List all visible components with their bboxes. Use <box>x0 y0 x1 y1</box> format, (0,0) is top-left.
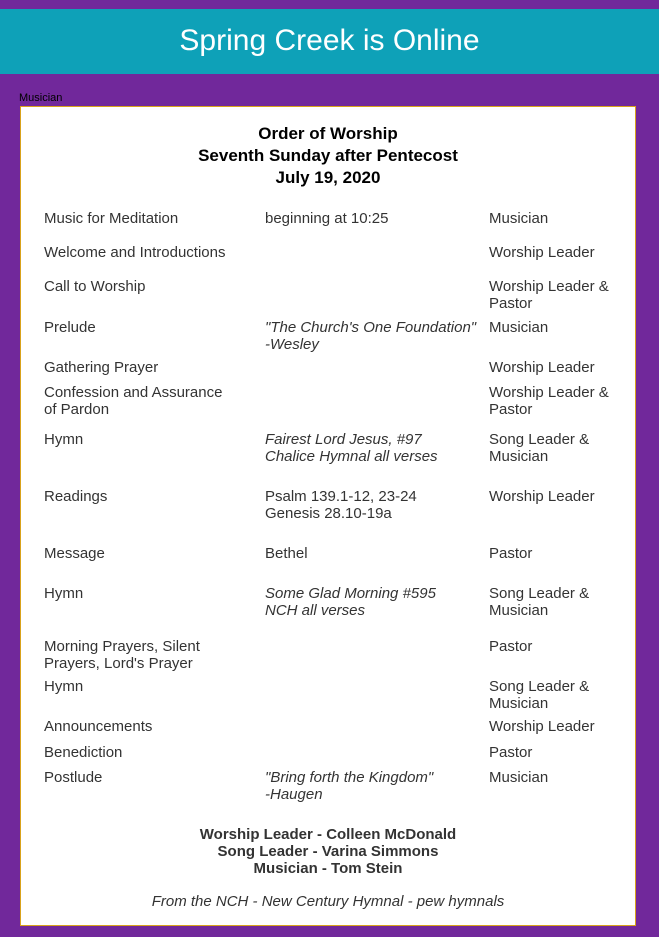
service-item: Postlude <box>44 769 103 786</box>
service-leader: Worship Leader <box>489 244 595 261</box>
service-leader: Song Leader & Musician <box>489 585 590 619</box>
service-item: Hymn <box>44 678 84 695</box>
service-item: Announcements <box>44 718 153 735</box>
service-leader: Pastor <box>489 744 533 761</box>
bulletin-date: July 19, 2020 <box>275 168 381 187</box>
service-leader: Musician <box>489 319 549 336</box>
credit-musician: Musician - Tom Stein <box>253 860 403 877</box>
order-of-worship-card <box>20 106 636 926</box>
service-item: Message <box>44 545 105 562</box>
service-detail: Psalm 139.1-12, 23-24 Genesis 28.10-19a <box>265 488 417 522</box>
service-leader: Musician <box>489 210 549 227</box>
credit-song-leader: Song Leader - Varina Simmons <box>217 843 439 860</box>
service-item: Hymn <box>44 431 84 448</box>
service-item: Hymn <box>44 585 84 602</box>
service-item: Gathering Prayer <box>44 359 159 376</box>
service-detail: Fairest Lord Jesus, #97 Chalice Hymnal all verses <box>265 431 438 465</box>
service-leader: Pastor <box>489 545 533 562</box>
service-item: Morning Prayers, Silent Prayers, Lord's Prayer <box>44 638 200 672</box>
service-leader: Worship Leader <box>489 359 595 376</box>
service-detail: "The Church's One Foundation" -Wesley <box>265 319 477 353</box>
service-item: Music for Meditation <box>44 210 179 227</box>
service-detail: beginning at 10:25 <box>265 210 389 227</box>
service-leader: Worship Leader & Pastor <box>489 384 609 418</box>
credit-worship-leader: Worship Leader - Colleen McDonald <box>199 826 457 843</box>
service-item: Prelude <box>44 319 96 336</box>
stray-musician-label: Musician <box>19 92 63 104</box>
hymnal-footnote: From the NCH - New Century Hymnal - pew hymnals <box>151 893 505 910</box>
service-detail: Bethel <box>265 545 308 562</box>
service-item: Benediction <box>44 744 123 761</box>
service-leader: Song Leader & Musician <box>489 431 590 465</box>
service-item: Welcome and Introductions <box>44 244 226 261</box>
service-leader: Musician <box>489 769 549 786</box>
service-detail: "Bring forth the Kingdom" -Haugen <box>265 769 434 803</box>
service-leader: Pastor <box>489 638 533 655</box>
bulletin-title: Order of Worship <box>258 124 398 143</box>
site-banner <box>0 9 659 74</box>
service-item: Confession and Assurance of Pardon <box>44 384 223 418</box>
service-leader: Worship Leader <box>489 488 595 505</box>
service-item: Readings <box>44 488 108 505</box>
service-leader: Worship Leader & Pastor <box>489 278 609 312</box>
service-leader: Worship Leader <box>489 718 595 735</box>
site-title: Spring Creek is Online <box>179 23 480 57</box>
bulletin-occasion: Seventh Sunday after Pentecost <box>198 146 458 165</box>
service-leader: Song Leader & Musician <box>489 678 590 712</box>
service-item: Call to Worship <box>44 278 146 295</box>
service-detail: Some Glad Morning #595 NCH all verses <box>265 585 436 619</box>
